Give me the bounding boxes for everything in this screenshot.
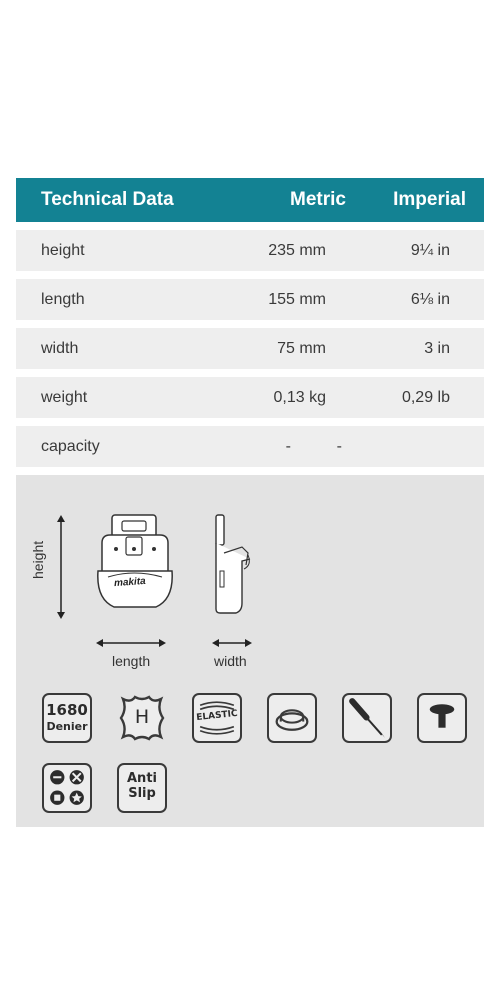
bit-types-icon — [42, 763, 92, 813]
brand-logo: makita — [113, 575, 147, 590]
holster-side-view-icon — [212, 513, 254, 617]
row-imperial: 9¼ in — [410, 241, 450, 259]
row-label: capacity — [41, 437, 100, 455]
elastic-icon — [192, 693, 242, 743]
length-arrow-icon — [96, 638, 166, 648]
table-row-weight — [16, 377, 484, 418]
leather-letter: H — [134, 706, 150, 728]
hook-peg-icon — [417, 693, 467, 743]
row-imperial: 0,29 lb — [401, 388, 450, 406]
anti-slip-line2: Slip — [128, 786, 156, 801]
row-metric: 75 mm — [277, 339, 326, 357]
leather-icon — [117, 693, 167, 743]
denier-1680-icon — [42, 693, 92, 743]
holster-front-view-icon — [94, 513, 176, 613]
header-metric: Metric — [290, 189, 346, 210]
row-metric: 155 mm — [268, 290, 326, 308]
elastic-word: ELASTIC — [195, 708, 239, 724]
screwdriver-icon — [342, 693, 392, 743]
row-metric: 235 mm — [268, 241, 326, 259]
product-diagram-panel — [16, 475, 484, 827]
table-row-width — [16, 328, 484, 369]
width-label: width — [214, 653, 247, 669]
row-imperial: 3 in — [424, 339, 450, 357]
row-label: width — [41, 339, 79, 357]
table-header — [16, 178, 484, 222]
row-label: weight — [41, 388, 88, 406]
row-imperial: - — [336, 437, 342, 455]
technical-data-sheet — [16, 178, 484, 827]
height-label: height — [30, 540, 46, 579]
table-row-height — [16, 230, 484, 271]
denier-word: Denier — [46, 720, 88, 733]
length-label: length — [112, 653, 151, 669]
anti-slip-icon — [117, 763, 167, 813]
denier-number: 1680 — [46, 701, 88, 719]
height-arrow-icon — [54, 515, 68, 619]
header-technical-data: Technical Data — [41, 189, 174, 210]
row-label: height — [41, 241, 85, 259]
row-metric: 0,13 kg — [273, 388, 326, 406]
width-arrow-icon — [212, 638, 252, 648]
table-row-capacity — [16, 426, 484, 467]
row-label: length — [41, 290, 85, 308]
anti-slip-line1: Anti — [127, 771, 157, 786]
ring-holder-icon — [267, 693, 317, 743]
header-imperial: Imperial — [393, 189, 466, 210]
row-metric: - — [285, 437, 291, 455]
table-row-length — [16, 279, 484, 320]
row-imperial: 6⅛ in — [410, 290, 450, 308]
